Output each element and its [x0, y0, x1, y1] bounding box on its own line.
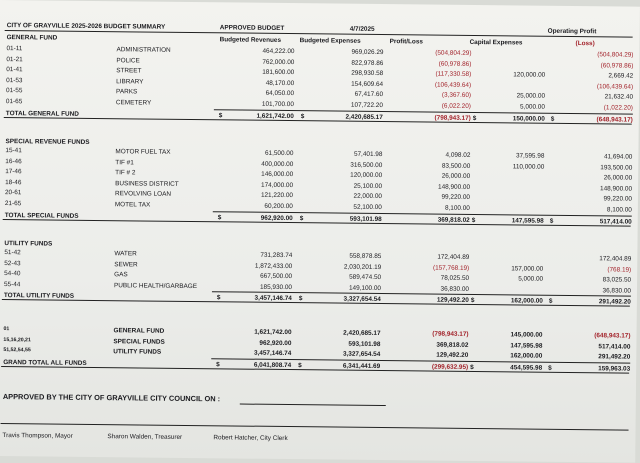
- fund-code: 15-41: [5, 147, 22, 155]
- operating-profit: 148,900.00: [600, 185, 633, 193]
- dollar-sign: $: [298, 295, 303, 303]
- col-expenses-header: Budgeted Expenses: [299, 37, 361, 45]
- fund-name: MOTOR FUEL TAX: [115, 148, 171, 156]
- budgeted-expense: 969,026.29: [351, 48, 384, 57]
- budgeted-expense: 298,930.58: [351, 69, 384, 78]
- profit-loss: (798,943.17): [434, 114, 471, 122]
- fund-name: MOTEL TAX: [114, 201, 151, 209]
- profit-loss: (60,978.86): [438, 60, 472, 68]
- fund-code: 52-43: [4, 259, 21, 267]
- profit-loss: 369,818.02: [436, 341, 469, 349]
- fund-code: 01-21: [6, 55, 23, 63]
- fund-code: 17-46: [5, 168, 22, 176]
- capital-expense: 147,595.98: [511, 216, 544, 225]
- profit-loss: 148,900.00: [438, 183, 471, 191]
- fund-name: WATER: [114, 250, 137, 258]
- budgeted-revenue: 400,000.00: [261, 160, 294, 168]
- fund-code: 01-11: [6, 45, 23, 53]
- fund-code: 15,16,20,21: [3, 336, 31, 343]
- budgeted-expense: 593,101.98: [349, 215, 382, 223]
- fund-name: REVOLVING LOAN: [114, 190, 172, 199]
- budgeted-expense: 3,327,654.54: [343, 296, 381, 304]
- capital-expense: 454,595.98: [510, 364, 543, 372]
- budgeted-expense: 22,000.00: [353, 193, 382, 201]
- budgeted-expense: 6,341,441.69: [342, 362, 381, 370]
- budgeted-expense: 25,100.00: [353, 182, 383, 190]
- fund-code: 16-46: [5, 157, 22, 165]
- capital-expense: [467, 286, 543, 287]
- total-label: GRAND TOTAL ALL FUNDS: [3, 358, 87, 367]
- fund-code: 01-65: [5, 98, 23, 106]
- fund-code: 54-40: [4, 270, 21, 278]
- operating-profit: 517,414.00: [599, 217, 632, 226]
- budgeted-revenue: 762,000.00: [262, 58, 295, 66]
- fund-code: 01: [3, 326, 10, 333]
- budgeted-expense: 593,101.98: [348, 340, 381, 348]
- capital-expense: 145,000.00: [510, 331, 543, 339]
- operating-profit: 159,963.03: [598, 365, 631, 373]
- profit-loss: (106,439.64): [434, 81, 472, 89]
- dollar-sign: $: [298, 361, 302, 369]
- fund-name: CEMETERY: [115, 99, 152, 107]
- budgeted-revenue: 667,500.00: [260, 272, 293, 281]
- profit-loss: 83,500.00: [441, 162, 471, 170]
- capital-expense: 147,595.98: [510, 341, 543, 350]
- capital-expense: [468, 205, 544, 206]
- budgeted-expense: 2,420,685.17: [345, 113, 383, 121]
- budgeted-expense: 589,474.50: [349, 273, 382, 282]
- fund-name: SEWER: [114, 260, 138, 269]
- budgeted-revenue: 731,283.74: [260, 251, 293, 260]
- budgeted-expense: 316,500.00: [350, 161, 383, 169]
- total-label: TOTAL SPECIAL FUNDS: [4, 211, 79, 220]
- operating-profit: 517,414.00: [598, 342, 631, 351]
- col-loss-header: (Loss): [575, 40, 595, 48]
- operating-profit: 291,492.20: [598, 353, 631, 361]
- operating-profit: (648,943.17): [594, 332, 631, 340]
- profit-loss: (157,768.19): [432, 264, 470, 272]
- approval-statement: APPROVED BY THE CITY OF GRAYVILLE CITY COUNCIL ON :: [2, 392, 221, 404]
- capital-expense: 37,595.98: [515, 152, 545, 160]
- capital-expense: [468, 173, 544, 174]
- budgeted-expense: 57,401.98: [353, 150, 383, 159]
- signature-rule: [1, 423, 629, 431]
- operating-profit: 21,632.40: [604, 93, 634, 102]
- operating-profit: (648,943.17): [596, 115, 633, 124]
- fund-name: UTILITY FUNDS: [113, 348, 162, 356]
- dollar-sign: $: [300, 112, 305, 120]
- fund-name: PARKS: [116, 88, 138, 96]
- operating-profit: 8,100.00: [606, 206, 632, 214]
- profit-loss: (3,367.60): [441, 92, 472, 100]
- dollar-sign: $: [472, 114, 477, 122]
- dollar-sign: $: [299, 214, 304, 222]
- operating-profit: 172,404.89: [599, 255, 632, 263]
- fund-code: 01-41: [6, 66, 23, 74]
- profit-loss: (117,330.58): [435, 70, 472, 79]
- operating-profit: (60,978.86): [600, 61, 634, 70]
- dollar-sign: $: [548, 364, 552, 372]
- operating-profit: 291,492.20: [598, 298, 631, 307]
- signature-mayor: Travis Thompson, Mayor: [2, 432, 73, 440]
- profit-loss: (798,943.17): [432, 330, 469, 338]
- budgeted-expense: 2,420,685.17: [343, 329, 381, 338]
- capital-expense: [469, 61, 545, 62]
- capital-expense: 5,000.00: [518, 275, 544, 283]
- capital-expense: [470, 50, 546, 51]
- budgeted-revenue: 962,920.00: [259, 339, 292, 347]
- fund-code: 51-42: [4, 249, 21, 257]
- budgeted-revenue: 61,500.00: [264, 149, 294, 158]
- operating-profit-header: Operating Profit: [547, 27, 597, 36]
- dollar-sign: $: [218, 111, 223, 119]
- operating-profit: 36,830.00: [602, 287, 632, 295]
- budgeted-revenue: 64,050.00: [265, 90, 295, 98]
- operating-profit: (504,804.29): [597, 51, 634, 59]
- fund-name: STREET: [116, 67, 142, 75]
- profit-loss: (299,632.95): [431, 363, 469, 371]
- budgeted-expense: 107,722.20: [350, 101, 383, 110]
- capital-expense: [468, 184, 544, 185]
- dollar-sign: $: [216, 294, 221, 302]
- operating-profit: 2,669.42: [608, 72, 634, 80]
- budgeted-revenue: 174,000.00: [261, 181, 294, 189]
- budgeted-revenue: 1,621,742.00: [256, 112, 294, 120]
- budget-date: 4/7/2025: [349, 25, 375, 33]
- budgeted-revenue: 101,700.00: [261, 100, 294, 109]
- budgeted-expense: 558,878.85: [349, 252, 382, 261]
- dollar-sign: $: [470, 363, 474, 371]
- fund-code: 20-61: [4, 189, 22, 197]
- budgeted-revenue: 121,220.00: [260, 192, 294, 200]
- capital-expense: 110,000.00: [512, 162, 545, 171]
- fund-code: 18-46: [5, 178, 22, 187]
- fund-name: TIF # 2: [115, 169, 136, 177]
- dollar-sign: $: [470, 297, 475, 305]
- operating-profit: 193,500.00: [600, 163, 633, 172]
- operating-profit: 83,025.50: [602, 276, 632, 284]
- budgeted-revenue: 962,920.00: [260, 214, 293, 222]
- capital-expense: 5,000.00: [519, 103, 545, 111]
- general-fund-heading: GENERAL FUND: [6, 34, 58, 42]
- fund-name: ADMINISTRATION: [116, 46, 171, 54]
- signature-treasurer: Sharon Walden, Treasurer: [107, 433, 183, 441]
- fund-code: 01-55: [6, 87, 23, 95]
- dollar-sign: $: [550, 115, 555, 123]
- profit-loss: 36,830.00: [440, 285, 470, 293]
- profit-loss: 129,492.20: [436, 296, 469, 305]
- dollar-sign: $: [549, 217, 554, 225]
- profit-loss: 172,404.89: [437, 253, 470, 261]
- utility-heading: UTILITY FUNDS: [4, 240, 53, 248]
- operating-profit: (106,439.64): [596, 83, 634, 91]
- document-title: CITY OF GRAYVILLE 2025-2026 BUDGET SUMMARY: [6, 22, 166, 31]
- col-profit-loss-header: Profit/Loss: [389, 38, 424, 46]
- profit-loss: 4,098.02: [445, 151, 471, 159]
- dollar-sign: $: [216, 361, 220, 369]
- fund-name: POLICE: [116, 56, 140, 65]
- profit-loss: 8,100.00: [444, 204, 470, 212]
- total-label: TOTAL UTILITY FUNDS: [3, 292, 75, 301]
- fund-code: 01-53: [6, 76, 23, 85]
- budgeted-expense: 67,417.60: [354, 91, 384, 99]
- col-revenues-header: Budgeted Revenues: [219, 36, 282, 44]
- budgeted-expense: 52,100.00: [353, 203, 382, 212]
- total-label: TOTAL GENERAL FUND: [5, 109, 79, 118]
- budgeted-revenue: 185,930.00: [259, 283, 293, 291]
- budgeted-revenue: 6,041,808.74: [253, 361, 292, 369]
- fund-code: 51,52,54,55: [3, 347, 31, 354]
- fund-code: 55-44: [3, 280, 21, 289]
- capital-expense: 150,000.00: [512, 114, 545, 123]
- operating-profit: (768.19): [607, 265, 632, 274]
- profit-loss: 99,220.00: [441, 194, 470, 202]
- budgeted-revenue: 464,222.00: [262, 47, 295, 56]
- budgeted-revenue: 3,457,146.74: [254, 295, 292, 303]
- fund-name: SPECIAL FUNDS: [113, 337, 165, 346]
- budgeted-expense: 149,100.00: [348, 284, 382, 292]
- budgeted-expense: 822,978.86: [351, 59, 384, 67]
- capital-expense: [468, 194, 544, 195]
- budgeted-expense: 154,609.64: [351, 80, 384, 88]
- operating-profit: 41,694.00: [603, 153, 633, 161]
- profit-loss: 78,025.50: [440, 274, 470, 283]
- operating-profit: 26,000.00: [603, 174, 633, 182]
- approved-budget-label: APPROVED BUDGET: [219, 24, 285, 32]
- fund-code: 21-65: [4, 200, 22, 208]
- budgeted-revenue: 1,872,433.00: [254, 262, 293, 270]
- budgeted-expense: 3,327,654.54: [342, 350, 381, 359]
- operating-profit: 99,220.00: [603, 195, 632, 204]
- profit-loss: 26,000.00: [441, 172, 471, 181]
- capital-expense: 162,000.00: [510, 297, 543, 306]
- special-heading: SPECIAL REVENUE FUNDS: [5, 138, 90, 146]
- profit-loss: 369,818.02: [437, 216, 470, 224]
- operating-profit: (1,022.20): [603, 104, 633, 112]
- col-capital-header: Capital Expenses: [469, 38, 523, 47]
- budgeted-expense: 2,030,201.19: [343, 263, 382, 271]
- budgeted-expense: 120,000.00: [350, 171, 383, 180]
- budgeted-revenue: 48,170.00: [265, 79, 295, 87]
- capital-expense: 157,000.00: [511, 264, 544, 273]
- budgeted-revenue: 146,000.00: [261, 170, 294, 179]
- budgeted-revenue: 3,457,146.74: [253, 349, 292, 358]
- approval-date-line: [240, 404, 386, 407]
- profit-loss: (504,804.29): [435, 49, 472, 57]
- fund-name: BUSINESS DISTRICT: [115, 180, 179, 188]
- fund-name: PUBLIC HEALTH/GARBAGE: [113, 282, 198, 290]
- capital-expense: 120,000.00: [513, 71, 546, 79]
- capital-expense: 25,000.00: [516, 92, 546, 101]
- dollar-sign: $: [471, 216, 476, 224]
- dollar-sign: $: [548, 298, 553, 306]
- signature-clerk: Robert Hatcher, City Clerk: [213, 434, 288, 443]
- budgeted-revenue: 60,200.00: [264, 202, 293, 211]
- fund-name: GAS: [114, 271, 128, 279]
- capital-expense: [467, 254, 543, 255]
- profit-loss: 129,492.20: [436, 351, 469, 360]
- budgeted-revenue: 1,621,742.00: [254, 328, 292, 337]
- fund-name: TIF #1: [115, 158, 134, 167]
- budgeted-revenue: 181,600.00: [262, 68, 295, 77]
- profit-loss: (6,022.20): [441, 102, 471, 110]
- fund-name: GENERAL FUND: [113, 327, 165, 335]
- fund-name: LIBRARY: [116, 78, 144, 86]
- dollar-sign: $: [217, 213, 222, 221]
- capital-expense: 162,000.00: [510, 352, 543, 360]
- capital-expense: [469, 82, 545, 83]
